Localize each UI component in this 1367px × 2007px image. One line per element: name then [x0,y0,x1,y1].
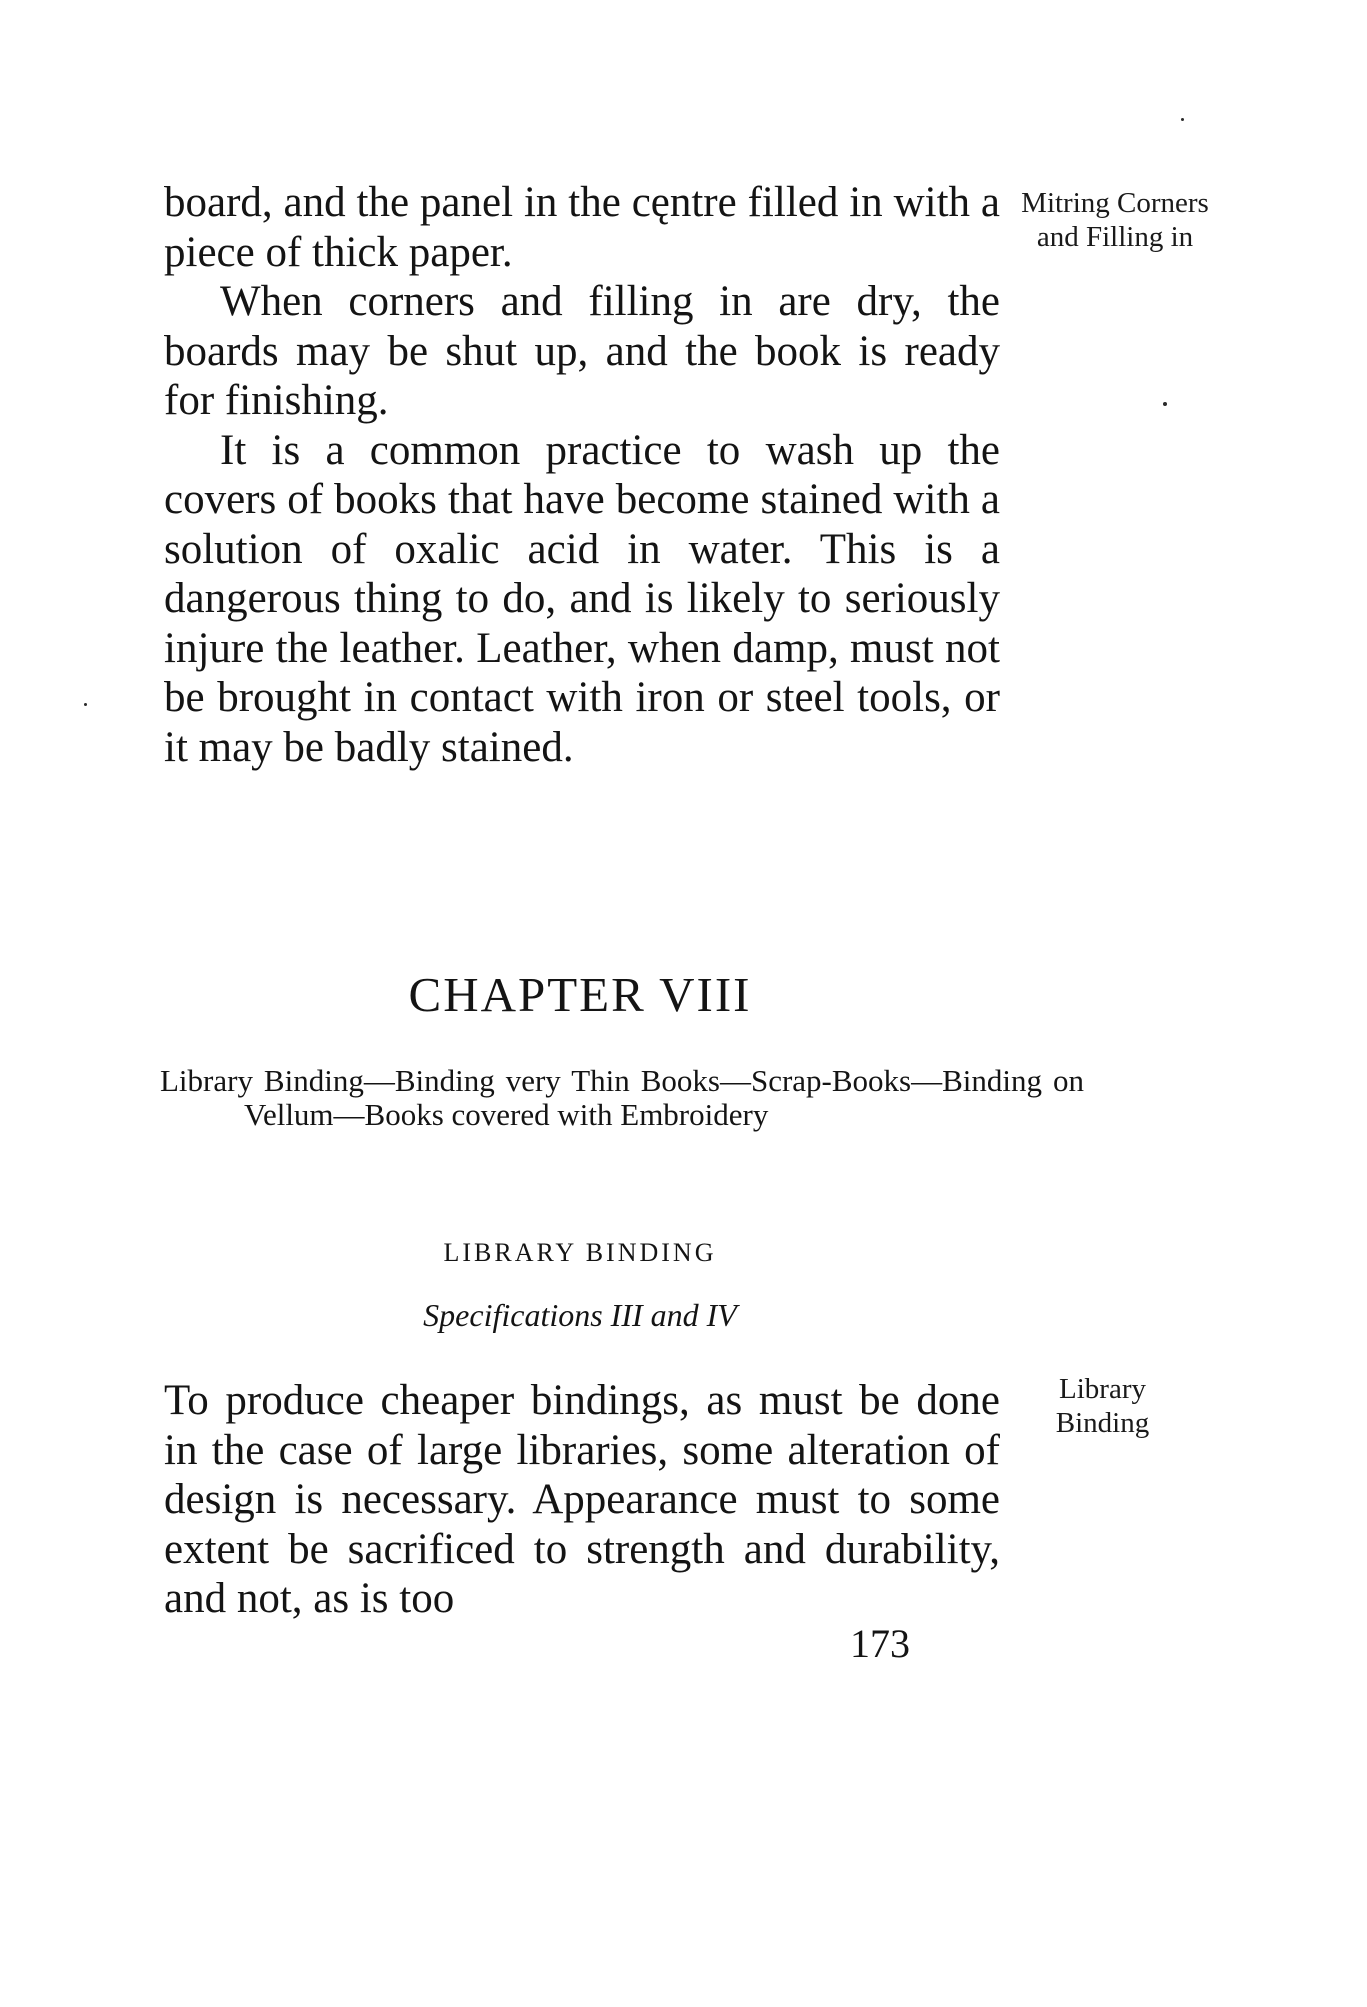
sidenote-library-binding: Library Binding [1055,1373,1150,1439]
bottom-text-block [164,1376,1000,1624]
scan-speck [1163,402,1167,406]
page-number: 173 [850,1621,910,1666]
chapter-summary: Library Binding—Binding very Thin Books—Scrap-Books—Binding on Vellum—Books covered with Embroidery [160,1063,1084,1132]
paragraph-library-binding: To produce cheaper bindings, as must be done in the case of large libraries, some alteration of design is necessary. Appearance must to some extent be sacrificed to strength and durability, and not, as is too [164,1377,1000,1622]
specifications-line: Specifications III and IV [423,1297,737,1333]
paragraph-oxalic-acid: It is a common practice to wash up the covers of books that have become stained with a solution of oxalic acid in water. This is a dangerous thing to do, and is likely to seriously injure the leather. Leather, when damp, must not be brought in contact with iron or steel tools, or it may be badly stained. [164,426,1000,771]
sidenote-mitring-corners: Mitring Corners and Filling in [1021,187,1209,253]
scan-speck [1181,118,1184,121]
scan-speck [84,703,87,706]
section-heading: LIBRARY BINDING [443,1238,717,1267]
chapter-title: CHAPTER VIII [408,967,752,1022]
paragraph-continuation: board, and the panel in the cęntre filled in with a piece of thick paper. [164,179,1000,276]
top-text-block [164,178,1000,772]
paragraph-corners-drying: When corners and filling in are dry, the boards may be shut up, and the book is ready for finishing. [164,278,1000,424]
